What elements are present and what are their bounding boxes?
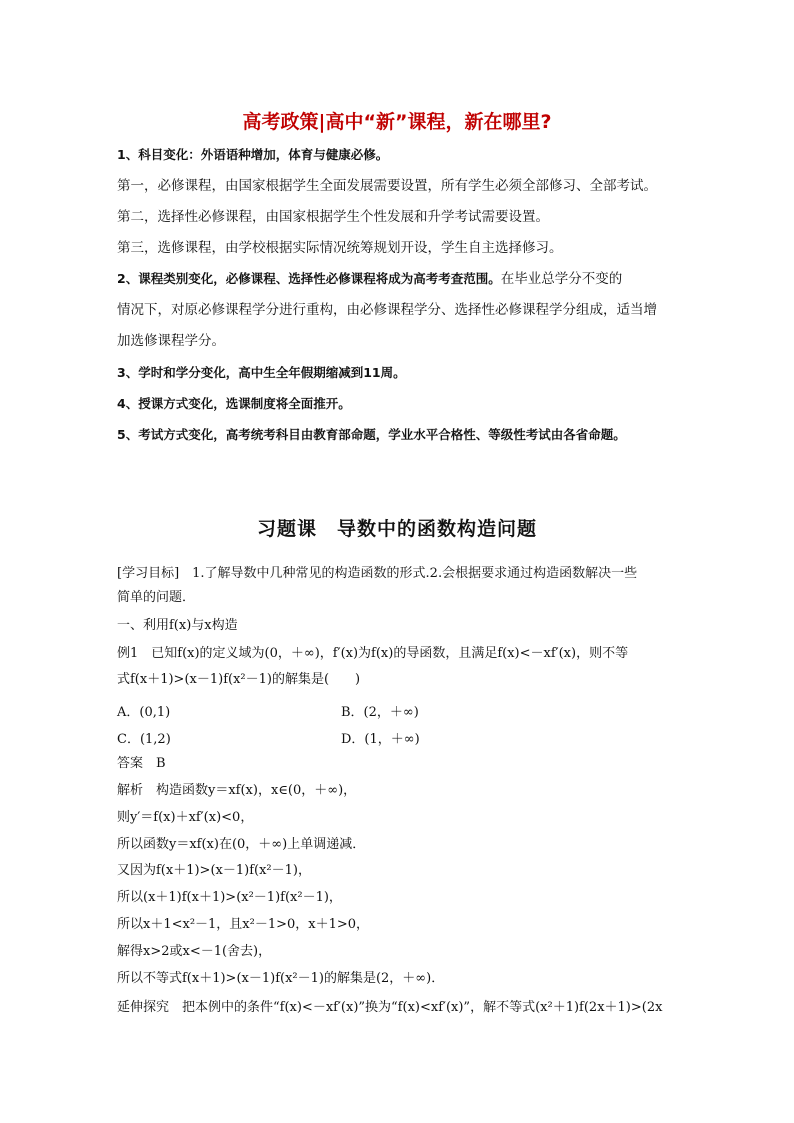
policy-item-4: 4、授课方式变化，选课制度将全面推开。 (117, 396, 351, 411)
policy-second: 第二，选择性必修课程，由国家根据学生个性发展和升学考试需要设置。 (117, 209, 549, 225)
analysis-line-8: 所以不等式f(x＋1)>(x－1)f(x²－1)的解集是(2，＋∞)． (117, 971, 445, 986)
learning-goal-line-1: [学习目标] 1.了解导数中几种常见的构造函数的形式.2.会根据要求通过构造函数解决一些 (117, 566, 638, 581)
example-1-line-2: 式f(x＋1)>(x－1)f(x²－1)的解集是( ) (117, 672, 361, 687)
lesson-title: 习题课 导数中的函数构造问题 (256, 518, 537, 540)
policy-item-1: 1、科目变化：外语语种增加，体育与健康必修。 (117, 147, 389, 162)
policy-item-5: 5、考试方式变化，高考统考科目由教育部命题，学业水平合格性、等级性考试由各省命题。 (117, 427, 626, 442)
option-a: A．(0,1) (117, 705, 171, 720)
policy-item-2-line-1 (117, 270, 687, 288)
analysis-line-2: 则y′＝f(x)＋xf′(x)<0， (117, 810, 254, 825)
option-c: C．(1,2) (117, 732, 171, 747)
analysis-line-4: 又因为f(x＋1)>(x－1)f(x²－1)， (117, 863, 311, 878)
analysis-line-1: 解析 构造函数y＝xf(x)，x∈(0，＋∞)， (117, 783, 357, 798)
option-b: B．(2，＋∞) (341, 705, 419, 720)
analysis-line-6: 所以x＋1<x²－1，且x²－1>0，x＋1>0， (117, 917, 370, 932)
analysis-line-5: 所以(x＋1)f(x＋1)>(x²－1)f(x²－1)， (117, 890, 342, 905)
policy-title: 高考政策|高中“新”课程，新在哪里? (242, 111, 552, 133)
policy-item-2-line-3: 加选修课程学分。 (117, 333, 225, 349)
extension-inquiry: 延伸探究 把本例中的条件“f(x)<－xf′(x)”换为“f(x)<xf′(x)”，解不等式(x²＋1)f(2x＋1)>(2x (117, 1000, 663, 1015)
learning-goal-line-2: 简单的问题． (117, 590, 196, 605)
policy-item-2-bold: 2、课程类别变化，必修课程、选择性必修课程将成为高考考查范围。 (117, 271, 501, 286)
policy-third: 第三，选修课程，由学校根据实际情况统筹规划开设，学生自主选择修习。 (117, 240, 563, 256)
analysis-line-7: 解得x>2或x<－1(舍去)， (117, 944, 272, 959)
policy-item-3: 3、学时和学分变化，高中生全年假期缩减到11周。 (117, 365, 406, 380)
policy-item-2-rest: 在毕业总学分不变的 (500, 271, 623, 287)
policy-item-2-line-2: 情况下，对原必修课程学分进行重构，由必修课程学分、选择性必修课程学分组成，适当增 (117, 302, 657, 318)
option-d: D．(1，＋∞) (341, 732, 420, 747)
answer: 答案 B (117, 756, 166, 771)
analysis-line-3: 所以函数y＝xf(x)在(0，＋∞)上单调递减． (117, 837, 366, 852)
example-1-line-1: 例1 已知f(x)的定义域为(0，＋∞)，f′(x)为f(x)的导函数，且满足f(x)<－xf′(x)，则不等 (117, 646, 629, 661)
policy-first: 第一，必修课程，由国家根据学生全面发展需要设置，所有学生必须全部修习、全部考试。 (117, 178, 657, 194)
section-1-heading: 一、利用f(x)与x构造 (117, 618, 238, 633)
